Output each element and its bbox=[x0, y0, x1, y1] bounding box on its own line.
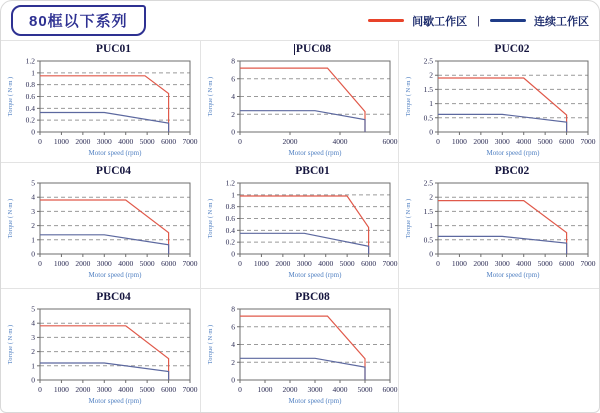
chart-title: PUC08 bbox=[295, 43, 332, 55]
x-tick-label: 0 bbox=[38, 385, 42, 394]
intermittent-series bbox=[240, 68, 365, 132]
x-tick-label: 2000 bbox=[473, 137, 489, 146]
chart-title: PUC02 bbox=[494, 43, 530, 55]
continuous-series bbox=[240, 233, 369, 254]
torque-speed-chart bbox=[203, 179, 399, 283]
y-tick-label: 2 bbox=[429, 192, 433, 202]
y-tick-label: 0.5 bbox=[423, 235, 433, 245]
y-tick-label: 1.5 bbox=[423, 206, 433, 216]
y-tick-label: 0 bbox=[31, 127, 35, 137]
y-tick-label: 0.4 bbox=[225, 225, 235, 235]
continuous-series bbox=[240, 358, 365, 380]
x-tick-label: 4000 bbox=[516, 259, 532, 268]
y-axis-label: Torque ( N·m ) bbox=[7, 324, 14, 365]
y-tick-label: 0.4 bbox=[25, 103, 35, 113]
y-tick-label: 0 bbox=[231, 375, 235, 385]
chart-title: PBC02 bbox=[494, 165, 530, 177]
torque-speed-chart bbox=[3, 305, 199, 409]
x-tick-label: 4000 bbox=[332, 385, 348, 394]
y-tick-label: 4 bbox=[231, 340, 235, 349]
x-tick-label: 0 bbox=[238, 259, 242, 268]
x-tick-label: 5000 bbox=[357, 385, 373, 394]
y-tick-label: 4 bbox=[231, 92, 235, 101]
y-tick-label: 0 bbox=[231, 249, 235, 259]
intermittent-series bbox=[40, 200, 169, 254]
x-tick-label: 6000 bbox=[161, 259, 177, 268]
series-badge: 80框以下系列 bbox=[11, 5, 146, 36]
y-tick-label: 0.6 bbox=[225, 214, 235, 223]
x-tick-label: 5000 bbox=[339, 259, 355, 268]
continuous-legend-label: 连续工作区 bbox=[534, 15, 589, 28]
y-tick-label: 2 bbox=[429, 70, 433, 80]
x-tick-label: 7000 bbox=[182, 385, 198, 394]
y-tick-label: 0 bbox=[31, 375, 35, 385]
x-tick-label: 2000 bbox=[75, 385, 91, 394]
chart-cell-pbc02 bbox=[399, 163, 599, 289]
continuous-series bbox=[438, 236, 567, 254]
x-tick-label: 3000 bbox=[96, 385, 112, 394]
x-tick-label: 4000 bbox=[318, 259, 334, 268]
chart-cell-puc01 bbox=[1, 41, 201, 163]
x-tick-label: 3000 bbox=[96, 259, 112, 268]
continuous-series bbox=[40, 235, 169, 254]
x-tick-label: 2000 bbox=[282, 385, 298, 394]
chart-cell-puc04 bbox=[1, 163, 201, 289]
x-tick-label: 3000 bbox=[96, 137, 112, 146]
torque-speed-chart bbox=[203, 57, 399, 161]
x-tick-label: 7000 bbox=[182, 259, 198, 268]
intermittent-series bbox=[438, 201, 567, 254]
torque-speed-chart bbox=[401, 57, 597, 161]
x-tick-label: 4000 bbox=[118, 385, 134, 394]
x-tick-label: 2000 bbox=[473, 259, 489, 268]
y-tick-label: 8 bbox=[231, 57, 235, 66]
chart-title: PUC04 bbox=[95, 165, 132, 177]
torque-speed-chart bbox=[203, 305, 399, 409]
y-tick-label: 0 bbox=[31, 249, 35, 259]
y-tick-label: 3 bbox=[31, 206, 35, 216]
x-tick-label: 0 bbox=[38, 137, 42, 146]
x-tick-label: 6000 bbox=[382, 137, 398, 146]
x-tick-label: 0 bbox=[436, 259, 440, 268]
continuous-series bbox=[40, 113, 169, 133]
x-axis-label: Motor speed (rpm) bbox=[288, 397, 342, 405]
y-tick-label: 1.2 bbox=[25, 57, 35, 66]
torque-speed-chart bbox=[3, 179, 199, 283]
x-tick-label: 6000 bbox=[559, 259, 575, 268]
x-tick-label: 1000 bbox=[53, 137, 69, 146]
x-tick-label: 5000 bbox=[537, 259, 553, 268]
y-tick-label: 0 bbox=[231, 127, 235, 137]
y-tick-label: 2 bbox=[231, 109, 235, 119]
y-tick-label: 1.5 bbox=[423, 84, 433, 94]
y-tick-label: 0 bbox=[429, 249, 433, 259]
x-tick-label: 6000 bbox=[161, 137, 177, 146]
y-tick-label: 2 bbox=[31, 221, 35, 231]
x-tick-label: 7000 bbox=[580, 137, 596, 146]
x-tick-label: 6000 bbox=[361, 259, 377, 268]
y-tick-label: 6 bbox=[231, 74, 235, 84]
x-tick-label: 2000 bbox=[282, 137, 298, 146]
x-tick-label: 1000 bbox=[53, 385, 69, 394]
y-axis-label: Torque ( N·m ) bbox=[405, 76, 412, 117]
x-tick-label: 0 bbox=[436, 137, 440, 146]
x-tick-label: 6000 bbox=[161, 385, 177, 394]
chart-cell-pbc08 bbox=[201, 289, 399, 413]
x-tick-label: 6000 bbox=[559, 137, 575, 146]
intermittent-series bbox=[240, 316, 365, 380]
x-tick-label: 5000 bbox=[139, 385, 155, 394]
x-tick-label: 4000 bbox=[118, 137, 134, 146]
x-tick-label: 2000 bbox=[275, 259, 291, 268]
x-tick-label: 1000 bbox=[253, 259, 269, 268]
y-axis-label: Torque ( N·m ) bbox=[7, 76, 14, 117]
x-tick-label: 0 bbox=[38, 259, 42, 268]
intermittent-series bbox=[438, 78, 567, 132]
x-axis-label: Motor speed (rpm) bbox=[288, 271, 342, 279]
x-tick-label: 3000 bbox=[307, 385, 323, 394]
x-tick-label: 3000 bbox=[494, 259, 510, 268]
y-tick-label: 3 bbox=[31, 332, 35, 342]
header bbox=[1, 1, 599, 40]
chart-grid bbox=[1, 40, 599, 413]
y-tick-label: 0 bbox=[429, 127, 433, 137]
x-tick-label: 5000 bbox=[139, 259, 155, 268]
x-tick-label: 4000 bbox=[516, 137, 532, 146]
y-tick-label: 0.6 bbox=[25, 92, 35, 101]
x-axis-label: Motor speed (rpm) bbox=[88, 149, 142, 157]
y-tick-label: 2.5 bbox=[423, 179, 433, 188]
y-tick-label: 1 bbox=[31, 68, 35, 78]
y-tick-label: 1 bbox=[231, 190, 235, 200]
chart-cell-pbc04 bbox=[1, 289, 201, 413]
x-tick-label: 5000 bbox=[537, 137, 553, 146]
x-tick-label: 3000 bbox=[494, 137, 510, 146]
continuous-line-swatch bbox=[490, 19, 526, 22]
y-tick-label: 5 bbox=[31, 305, 35, 314]
x-tick-label: 7000 bbox=[182, 137, 198, 146]
chart-title: PUC01 bbox=[95, 43, 132, 55]
chart-cell-pbc01 bbox=[201, 163, 399, 289]
y-axis-label: Torque ( N·m ) bbox=[207, 76, 214, 117]
y-axis-label: Torque ( N·m ) bbox=[7, 198, 14, 239]
y-axis-label: Torque ( N·m ) bbox=[207, 324, 214, 365]
x-axis-label: Motor speed (rpm) bbox=[486, 271, 540, 279]
y-tick-label: 0.5 bbox=[423, 113, 433, 123]
torque-speed-chart bbox=[3, 57, 199, 161]
x-tick-label: 2000 bbox=[75, 137, 91, 146]
x-tick-label: 7000 bbox=[382, 259, 398, 268]
y-tick-label: 1.2 bbox=[225, 179, 235, 188]
y-tick-label: 1 bbox=[429, 99, 433, 109]
y-tick-label: 2 bbox=[231, 357, 235, 367]
legend bbox=[368, 13, 589, 29]
plot-border bbox=[40, 183, 190, 254]
intermittent-series bbox=[40, 326, 169, 380]
x-tick-label: 5000 bbox=[139, 137, 155, 146]
intermittent-series bbox=[240, 196, 369, 254]
plot-border bbox=[40, 309, 190, 380]
x-tick-label: 4000 bbox=[332, 137, 348, 146]
chart-title: PBC01 bbox=[295, 165, 330, 177]
empty-cell bbox=[399, 289, 599, 413]
intermittent-line-swatch bbox=[368, 19, 404, 22]
x-tick-label: 3000 bbox=[296, 259, 312, 268]
y-tick-label: 0.2 bbox=[25, 115, 35, 125]
y-tick-label: 0.8 bbox=[225, 202, 235, 212]
y-tick-label: 0.8 bbox=[25, 80, 35, 90]
y-tick-label: 4 bbox=[31, 318, 35, 328]
y-tick-label: 1 bbox=[31, 235, 35, 245]
y-axis-label: Torque ( N·m ) bbox=[207, 198, 214, 239]
y-tick-label: 1 bbox=[429, 221, 433, 231]
x-tick-label: 0 bbox=[238, 137, 242, 146]
x-tick-label: 1000 bbox=[53, 259, 69, 268]
x-axis-label: Motor speed (rpm) bbox=[288, 149, 342, 157]
legend-separator: | bbox=[477, 14, 480, 27]
x-axis-label: Motor speed (rpm) bbox=[486, 149, 540, 157]
x-tick-label: 6000 bbox=[382, 385, 398, 394]
x-tick-label: 7000 bbox=[580, 259, 596, 268]
text-cursor bbox=[294, 44, 295, 55]
y-tick-label: 2.5 bbox=[423, 57, 433, 66]
y-tick-label: 8 bbox=[231, 305, 235, 314]
x-tick-label: 0 bbox=[238, 385, 242, 394]
x-tick-label: 1000 bbox=[451, 137, 467, 146]
y-tick-label: 6 bbox=[231, 322, 235, 332]
chart-cell-puc08 bbox=[201, 41, 399, 163]
y-tick-label: 2 bbox=[31, 347, 35, 357]
y-tick-label: 1 bbox=[31, 361, 35, 371]
x-axis-label: Motor speed (rpm) bbox=[88, 271, 142, 279]
chart-title: PBC08 bbox=[295, 291, 330, 303]
x-tick-label: 1000 bbox=[451, 259, 467, 268]
intermittent-legend-label: 间歇工作区 bbox=[412, 15, 468, 28]
y-tick-label: 0.2 bbox=[225, 237, 235, 247]
chart-title: PBC04 bbox=[96, 291, 131, 303]
y-tick-label: 4 bbox=[31, 192, 35, 202]
y-tick-label: 5 bbox=[31, 179, 35, 188]
x-tick-label: 2000 bbox=[75, 259, 91, 268]
x-tick-label: 4000 bbox=[118, 259, 134, 268]
chart-cell-puc02 bbox=[399, 41, 599, 163]
continuous-series bbox=[438, 114, 567, 132]
y-axis-label: Torque ( N·m ) bbox=[405, 198, 412, 239]
plot-border bbox=[438, 61, 588, 132]
x-tick-label: 1000 bbox=[257, 385, 273, 394]
torque-speed-chart bbox=[401, 179, 597, 283]
x-axis-label: Motor speed (rpm) bbox=[88, 397, 142, 405]
